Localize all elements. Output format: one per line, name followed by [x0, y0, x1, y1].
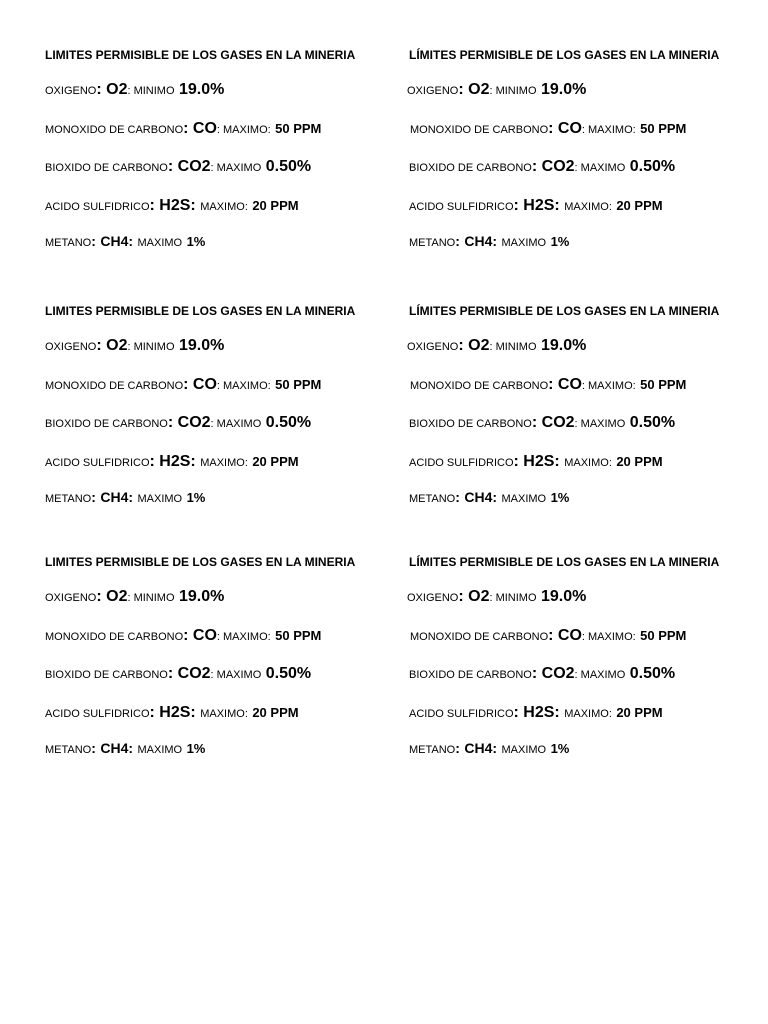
- separator: :: [96, 588, 102, 605]
- limit-value: 0.50%: [265, 158, 312, 175]
- gas-name: ACIDO SULFIDRICO: [409, 457, 514, 469]
- gas-formula: CO: [192, 376, 217, 393]
- gas-formula: CH4:: [100, 489, 134, 505]
- gas-formula: CH4:: [464, 489, 498, 505]
- separator: :: [96, 337, 102, 354]
- gas-name: ACIDO SULFIDRICO: [45, 457, 150, 469]
- limit-label: : MAXIMO: [574, 669, 626, 681]
- carbon-monoxide-row: [410, 375, 686, 396]
- limit-value: 50 PPM: [640, 628, 687, 643]
- card-title: LÍMITES PERMISIBLE DE LOS GASES EN LA MINERIA: [409, 555, 720, 569]
- limit-label: MAXIMO:: [564, 457, 612, 469]
- carbon-dioxide-row: [409, 157, 675, 178]
- separator: :: [531, 414, 538, 431]
- gas-name: ACIDO SULFIDRICO: [45, 201, 150, 213]
- gas-formula: CO2: [177, 414, 211, 431]
- oxygen-row: [407, 336, 586, 357]
- carbon-dioxide-row: [409, 413, 675, 434]
- gas-formula: H2S:: [523, 704, 560, 721]
- gas-name: MONOXIDO DE CARBONO: [410, 631, 549, 643]
- methane-row: [45, 231, 205, 253]
- separator: :: [458, 81, 464, 98]
- gas-formula: CO2: [541, 665, 575, 682]
- limit-value: 50 PPM: [275, 628, 322, 643]
- limit-value: 19.0%: [540, 81, 587, 98]
- gas-name: MONOXIDO DE CARBONO: [45, 124, 184, 136]
- limit-label: : MAXIMO: [210, 669, 262, 681]
- gas-name: ACIDO SULFIDRICO: [409, 201, 514, 213]
- limit-label: MAXIMO: [501, 744, 547, 756]
- carbon-dioxide-row: [45, 413, 311, 434]
- gas-name: ACIDO SULFIDRICO: [45, 708, 150, 720]
- gas-name: OXIGENO: [407, 592, 459, 604]
- limit-value: 0.50%: [629, 414, 676, 431]
- gas-formula: H2S:: [523, 197, 560, 214]
- limit-value: 0.50%: [629, 158, 676, 175]
- limit-label: : MAXIMO:: [216, 631, 271, 643]
- limit-value: 20 PPM: [252, 198, 299, 213]
- limit-label: : MAXIMO: [210, 418, 262, 430]
- gas-formula: CO: [192, 627, 217, 644]
- limit-label: MAXIMO: [501, 237, 547, 249]
- limit-label: : MAXIMO:: [216, 124, 271, 136]
- card-title: LIMITES PERMISIBLE DE LOS GASES EN LA MINERIA: [45, 304, 356, 318]
- limit-label: : MINIMO: [489, 85, 537, 97]
- limit-value: 50 PPM: [275, 121, 322, 136]
- gas-name: MONOXIDO DE CARBONO: [45, 380, 184, 392]
- gas-formula: CO2: [541, 414, 575, 431]
- gas-name: BIOXIDO DE CARBONO: [45, 418, 168, 430]
- separator: :: [91, 740, 96, 756]
- gas-formula: CO2: [541, 158, 575, 175]
- gas-formula: H2S:: [159, 197, 196, 214]
- limit-label: MAXIMO: [137, 744, 183, 756]
- limit-label: : MINIMO: [127, 85, 175, 97]
- oxygen-row: [407, 80, 586, 101]
- limit-value: 20 PPM: [616, 454, 663, 469]
- carbon-monoxide-row: [410, 119, 686, 140]
- gas-name: BIOXIDO DE CARBONO: [45, 669, 168, 681]
- gas-name: OXIGENO: [45, 592, 97, 604]
- gas-formula: CO2: [177, 665, 211, 682]
- separator: :: [513, 197, 519, 214]
- gas-name: METANO: [45, 493, 92, 505]
- limit-label: : MAXIMO:: [581, 631, 636, 643]
- methane-row: [409, 487, 569, 509]
- gas-formula: CH4:: [464, 233, 498, 249]
- gas-name: BIOXIDO DE CARBONO: [45, 162, 168, 174]
- gas-limits-card: [407, 47, 749, 249]
- gas-formula: O2: [468, 81, 490, 98]
- separator: :: [548, 627, 554, 644]
- limit-value: 0.50%: [629, 665, 676, 682]
- limit-label: : MINIMO: [489, 592, 537, 604]
- limit-value: 19.0%: [178, 588, 225, 605]
- gas-formula: CH4:: [100, 740, 134, 756]
- methane-row: [409, 738, 569, 760]
- hydrogen-sulfide-row: [45, 196, 299, 217]
- separator: :: [183, 627, 189, 644]
- separator: :: [91, 489, 96, 505]
- gas-formula: CH4:: [464, 740, 498, 756]
- limit-value: 0.50%: [265, 665, 312, 682]
- gas-name: METANO: [409, 237, 456, 249]
- separator: :: [455, 489, 460, 505]
- separator: :: [531, 158, 538, 175]
- methane-row: [45, 738, 205, 760]
- oxygen-row: [45, 80, 224, 101]
- separator: :: [455, 740, 460, 756]
- gas-name: BIOXIDO DE CARBONO: [409, 418, 532, 430]
- oxygen-row: [407, 587, 586, 608]
- gas-formula: CO: [557, 376, 582, 393]
- gas-name: METANO: [45, 744, 92, 756]
- limit-value: 20 PPM: [252, 454, 299, 469]
- limit-value: 20 PPM: [616, 198, 663, 213]
- separator: :: [96, 81, 102, 98]
- separator: :: [531, 665, 538, 682]
- limit-label: : MAXIMO: [574, 162, 626, 174]
- card-title: LÍMITES PERMISIBLE DE LOS GASES EN LA MINERIA: [409, 304, 720, 318]
- limit-label: MAXIMO:: [564, 201, 612, 213]
- limit-value: 0.50%: [265, 414, 312, 431]
- limit-value: 50 PPM: [640, 121, 687, 136]
- carbon-monoxide-row: [45, 375, 321, 396]
- limit-label: MAXIMO:: [200, 201, 248, 213]
- gas-name: OXIGENO: [407, 341, 459, 353]
- limit-value: 19.0%: [540, 588, 587, 605]
- gas-formula: CH4:: [100, 233, 134, 249]
- carbon-dioxide-row: [45, 157, 311, 178]
- card-title: LÍMITES PERMISIBLE DE LOS GASES EN LA MINERIA: [409, 48, 720, 62]
- gas-name: MONOXIDO DE CARBONO: [410, 124, 549, 136]
- limit-value: 1%: [550, 741, 570, 756]
- gas-formula: H2S:: [159, 704, 196, 721]
- limit-value: 20 PPM: [616, 705, 663, 720]
- gas-formula: O2: [106, 81, 128, 98]
- gas-formula: H2S:: [159, 453, 196, 470]
- limit-label: MAXIMO: [137, 493, 183, 505]
- gas-name: METANO: [409, 744, 456, 756]
- separator: :: [548, 376, 554, 393]
- gas-name: OXIGENO: [45, 341, 97, 353]
- limit-value: 1%: [186, 234, 206, 249]
- limit-label: MAXIMO: [501, 493, 547, 505]
- gas-name: MONOXIDO DE CARBONO: [410, 380, 549, 392]
- gas-name: METANO: [409, 493, 456, 505]
- separator: :: [149, 453, 155, 470]
- separator: :: [455, 233, 460, 249]
- carbon-dioxide-row: [409, 664, 675, 685]
- limit-label: : MAXIMO:: [581, 380, 636, 392]
- gas-name: BIOXIDO DE CARBONO: [409, 162, 532, 174]
- gas-formula: CO: [557, 120, 582, 137]
- limit-value: 1%: [186, 490, 206, 505]
- separator: :: [149, 197, 155, 214]
- limit-label: MAXIMO:: [200, 457, 248, 469]
- gas-formula: CO2: [177, 158, 211, 175]
- limit-value: 1%: [550, 490, 570, 505]
- limit-label: MAXIMO:: [564, 708, 612, 720]
- separator: :: [548, 120, 554, 137]
- limit-value: 19.0%: [178, 81, 225, 98]
- carbon-monoxide-row: [45, 119, 321, 140]
- gas-formula: CO: [192, 120, 217, 137]
- limit-label: : MAXIMO:: [216, 380, 271, 392]
- separator: :: [167, 665, 174, 682]
- limit-label: : MINIMO: [127, 341, 175, 353]
- limit-label: : MINIMO: [127, 592, 175, 604]
- gas-formula: O2: [106, 588, 128, 605]
- card-title: LIMITES PERMISIBLE DE LOS GASES EN LA MINERIA: [45, 555, 356, 569]
- carbon-monoxide-row: [45, 626, 321, 647]
- limit-label: : MAXIMO: [210, 162, 262, 174]
- gas-formula: O2: [468, 588, 490, 605]
- gas-formula: O2: [106, 337, 128, 354]
- gas-formula: O2: [468, 337, 490, 354]
- separator: :: [183, 376, 189, 393]
- methane-row: [409, 231, 569, 253]
- gas-limits-card: [407, 554, 749, 756]
- limit-value: 50 PPM: [640, 377, 687, 392]
- separator: :: [167, 158, 174, 175]
- carbon-monoxide-row: [410, 626, 686, 647]
- hydrogen-sulfide-row: [409, 452, 663, 473]
- gas-formula: H2S:: [523, 453, 560, 470]
- gas-limits-card: [407, 303, 749, 505]
- limit-label: MAXIMO: [137, 237, 183, 249]
- limit-label: : MAXIMO:: [581, 124, 636, 136]
- limit-value: 50 PPM: [275, 377, 322, 392]
- limit-value: 20 PPM: [252, 705, 299, 720]
- gas-name: ACIDO SULFIDRICO: [409, 708, 514, 720]
- separator: :: [183, 120, 189, 137]
- hydrogen-sulfide-row: [45, 452, 299, 473]
- gas-name: MONOXIDO DE CARBONO: [45, 631, 184, 643]
- oxygen-row: [45, 587, 224, 608]
- limit-value: 1%: [550, 234, 570, 249]
- methane-row: [45, 487, 205, 509]
- hydrogen-sulfide-row: [409, 196, 663, 217]
- gas-name: METANO: [45, 237, 92, 249]
- card-title: LIMITES PERMISIBLE DE LOS GASES EN LA MINERIA: [45, 48, 356, 62]
- gas-limits-card: [45, 554, 385, 756]
- oxygen-row: [45, 336, 224, 357]
- limit-label: : MINIMO: [489, 341, 537, 353]
- carbon-dioxide-row: [45, 664, 311, 685]
- separator: :: [149, 704, 155, 721]
- separator: :: [458, 588, 464, 605]
- limit-value: 1%: [186, 741, 206, 756]
- separator: :: [513, 453, 519, 470]
- hydrogen-sulfide-row: [409, 703, 663, 724]
- separator: :: [513, 704, 519, 721]
- limit-label: : MAXIMO: [574, 418, 626, 430]
- gas-name: BIOXIDO DE CARBONO: [409, 669, 532, 681]
- gas-limits-card: [45, 47, 385, 249]
- separator: :: [458, 337, 464, 354]
- gas-name: OXIGENO: [45, 85, 97, 97]
- limit-label: MAXIMO:: [200, 708, 248, 720]
- limit-value: 19.0%: [540, 337, 587, 354]
- gas-formula: CO: [557, 627, 582, 644]
- limit-value: 19.0%: [178, 337, 225, 354]
- hydrogen-sulfide-row: [45, 703, 299, 724]
- separator: :: [167, 414, 174, 431]
- separator: :: [91, 233, 96, 249]
- gas-name: OXIGENO: [407, 85, 459, 97]
- gas-limits-card: [45, 303, 385, 505]
